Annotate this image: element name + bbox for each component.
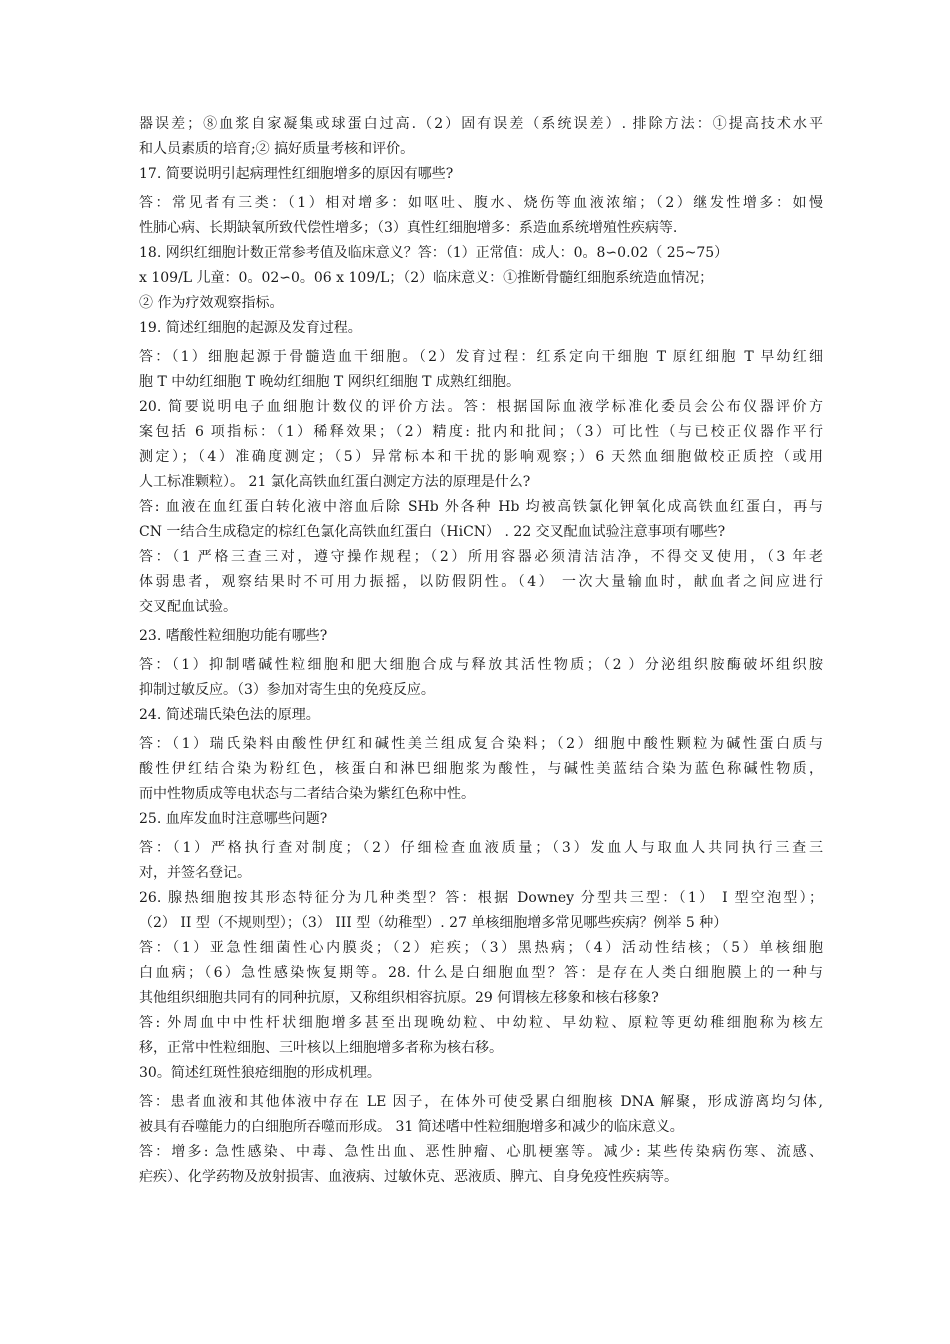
answer-line: 交叉配血试验。	[139, 599, 237, 615]
answer-line: 测定）；（4）准确度测定；（5）异常标本和干扰的影响观察；）6 天然血细胞做校正质控（或用	[139, 449, 823, 465]
answer-line: 答：常见者有三类：（1）相对增多：如呕吐、腹水、烧伤等血液浓缩；（2）继发性增多：如慢	[139, 195, 823, 211]
answer-line: 胞 T 中幼红细胞 T 晚幼红细胞 T 网织红细胞 T 成熟红细胞。	[139, 374, 520, 390]
answer-line: 答：（1）严格执行查对制度；（2）仔细检查血液质量；（3）发血人与取血人共同执行三查三	[139, 840, 823, 856]
question-heading: 25. 血库发血时注意哪些问题?	[139, 811, 328, 827]
question-heading: 19. 简述红细胞的起源及发育过程。	[139, 320, 362, 336]
question-heading: 26. 腺热细胞按其形态特征分为几种类型？答：根据 Downey 分型共三型：（1） I 型空泡型）；	[139, 890, 823, 906]
answer-line: 体弱患者，观察结果时不可用力振摇，以防假阴性。（4） 一次大量输血时，献血者之间应进行	[139, 574, 823, 590]
answer-line: 被具有吞噬能力的白细胞所吞噬而形成。 31 简述嗜中性粒细胞增多和减少的临床意义。	[139, 1119, 684, 1135]
answer-line: 答：患者血液和其他体液中存在 LE 因子，在体外可使受累白细胞核 DNA 解聚，形成游离均匀体,	[139, 1094, 823, 1110]
question-heading: 23. 嗜酸性粒细胞功能有哪些?	[139, 628, 328, 644]
answer-line: 性肺心病、长期缺氧所致代偿性增多；（3）真性红细胞增多：系造血系统增殖性疾病等.	[139, 220, 678, 236]
answer-line: 答：增多: 急性感染、中毒、急性出血、恶性肿瘤、心肌梗塞等。减少: 某些传染病伤寒、流感、	[139, 1144, 823, 1160]
answer-line: 移，正常中性粒细胞、三叶核以上细胞增多者称为核右移。	[139, 1040, 503, 1056]
answer-line: 答：（1）亚急性细菌性心内膜炎；（2）疟疾；（3）黑热病；（4）活动性结核；（5）单核细胞	[139, 940, 823, 956]
text-line: 器误差；⑧血浆自家凝集或球蛋白过高.（2）固有误差（系统误差）. 排除方法：①提高技术水平	[139, 116, 823, 132]
document-page	[139, 112, 823, 1190]
answer-line: 答：（1 严格三查三对，遵守操作规程；（2）所用容器必须清洁洁净，不得交叉使用，（3 年老	[139, 549, 823, 565]
answer-line: 答: 外周血中中性杆状细胞增多甚至出现晚幼粒、中幼粒、早幼粒、原粒等更幼稚细胞称为核左	[139, 1015, 823, 1031]
text-line: 和人员素质的培育;② 搞好质量考核和评价。	[139, 141, 415, 157]
question-heading: 30。简述红斑性狼疮细胞的形成机理。	[139, 1065, 381, 1081]
answer-line: 酸性伊红结合染为粉红色，核蛋白和淋巴细胞浆为酸性，与碱性美蓝结合染为蓝色称碱性物质，	[139, 761, 823, 777]
answer-line: ② 作为疗效观察指标。	[139, 295, 284, 311]
answer-line: 白血病；（6）急性感染恢复期等。28. 什么是白细胞血型？答：是存在人类白细胞膜上的一种与	[139, 965, 823, 981]
answer-line: 抑制过敏反应。（3）参加对寄生虫的免疫反应。	[139, 682, 435, 698]
answer-line: 答: 血液在血红蛋白转化液中溶血后除 SHb 外各种 Hb 均被高铁氯化钾氧化成高铁血红蛋白，再与	[139, 499, 823, 515]
answer-line: 答：（1）瑞氏染料由酸性伊红和碱性美兰组成复合染料；（2）细胞中酸性颗粒为碱性蛋白质与	[139, 736, 823, 752]
answer-line: 人工标准颗粒）。 21 氯化高铁血红蛋白测定方法的原理是什么?	[139, 474, 531, 490]
answer-line: 答：（1）细胞起源于骨髓造血干细胞。（2）发育过程：红系定向干细胞 T 原红细胞 T 早幼红细	[139, 349, 823, 365]
answer-line: 对，并签名登记。	[139, 865, 251, 881]
answer-line: 案包括 6 项指标：（1）稀释效果；（2）精度: 批内和批间；（3）可比性（与已校正仪器作平行	[139, 424, 823, 440]
question-heading: 18. 网织红细胞计数正常参考值及临床意义？答：（1）正常值：成人：0。8∽0.02（ 25~75）	[139, 245, 729, 261]
answer-line: 疟疾）、化学药物及放射损害、血液病、过敏休克、恶液质、脾亢、自身免疫性疾病等。	[139, 1169, 678, 1185]
answer-line: 而中性物质成等电状态与二者结合染为紫红色称中性。	[139, 786, 475, 802]
answer-line: 答：（1）抑制嗜碱性粒细胞和肥大细胞合成与释放其活性物质；（2 ）分泌组织胺酶破坏组织胺	[139, 657, 823, 673]
question-heading: 24. 简述瑞氏染色法的原理。	[139, 707, 320, 723]
answer-line: CN 一结合生成稳定的棕红色氯化高铁血红蛋白（HiCN） . 22 交叉配血试验注意事项有哪些?	[139, 524, 726, 540]
answer-line: 其他组织细胞共同有的同种抗原，又称组织相容抗原。29 何谓核左移象和核右移象?	[139, 990, 659, 1006]
question-heading: 17. 简要说明引起病理性红细胞增多的原因有哪些?	[139, 166, 454, 182]
question-heading: 20. 简要说明电子血细胞计数仪的评价方法。答：根据国际血液学标准化委员会公布仪器评价方	[139, 399, 823, 415]
answer-line: x 109/L 儿童：0。02∽0。06 x 109/L；（2）临床意义：①推断骨髓红细胞系统造血情况；	[139, 270, 714, 286]
answer-line: （2） II 型（不规则型）；（3） III 型（幼稚型）. 27 单核细胞增多常见哪些疾病？例举 5 种）	[139, 915, 728, 931]
